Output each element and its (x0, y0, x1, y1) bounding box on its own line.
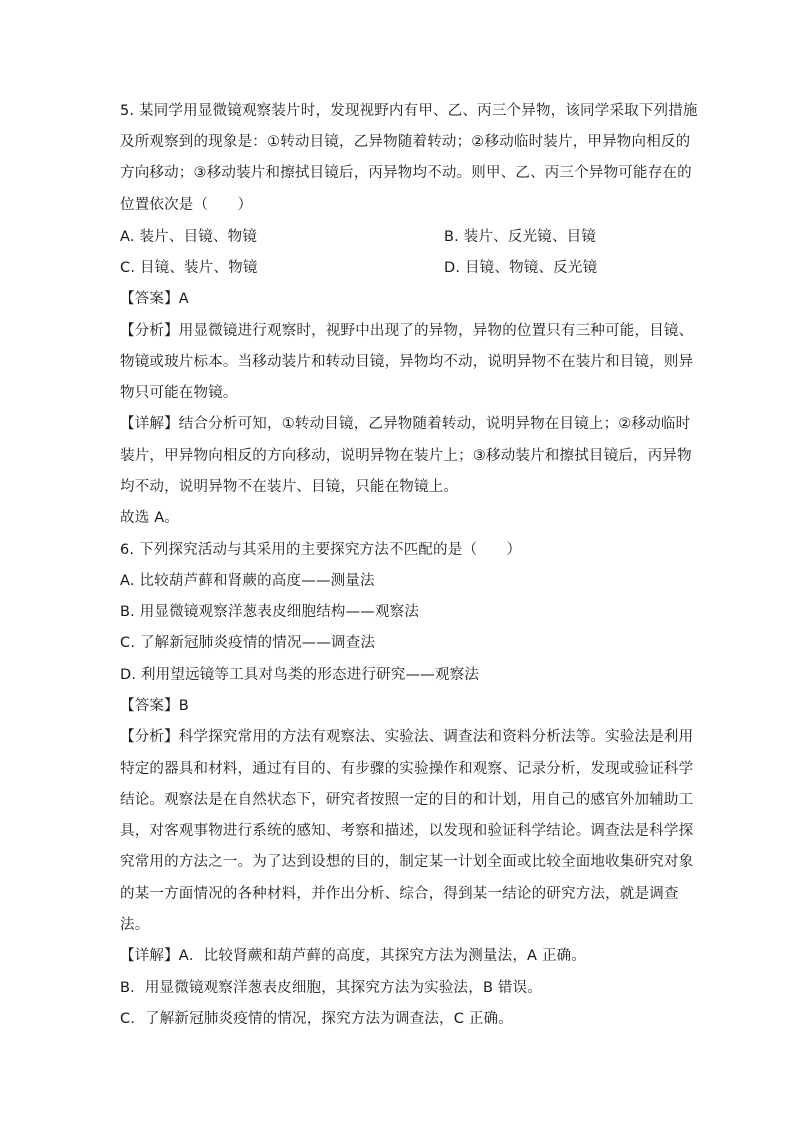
q6-detail-line-2: B．用显微镜观察洋葱表皮细胞，其探究方法为实验法，B 错误。 (120, 980, 543, 996)
q5-analysis-line-2: 物镜或玻片标本。当移动装片和转动目镜，异物均不动，说明异物不在装片和目镜，则异 (120, 354, 694, 370)
q6-detail-line-1: 【详解】A．比较肾蕨和葫芦藓的高度，其探究方法为测量法，A 正确。 (120, 948, 587, 964)
q5-answer: 【答案】A (120, 291, 189, 307)
q5-stem-line-3: 方向移动；③移动装片和擦拭目镜后，丙异物均不动。则甲、乙、丙三个异物可能存在的 (120, 165, 692, 181)
q6-stem: 6. 下列探究活动与其采用的主要探究方法不匹配的是（ ） (120, 542, 522, 558)
q5-detail-line-2: 装片，甲异物向相反的方向移动，说明异物在装片上；③移动装片和擦拭目镜后，丙异物 (120, 448, 692, 464)
q6-option-c: C. 了解新冠肺炎疫情的情况——调查法 (120, 635, 376, 651)
q6-analysis-line-2: 特定的器具和材料，通过有目的、有步骤的实验操作和观察、记录分析，发现或验证科学 (120, 761, 694, 777)
q5-stem-line-1: 5. 某同学用显微镜观察装片时，发现视野内有甲、乙、丙三个异物，该同学采取下列措施 (120, 103, 698, 119)
q6-analysis-line-7: 法。 (120, 917, 150, 933)
q5-stem-line-4: 位置依次是（ ） (120, 197, 253, 213)
q5-option-c: C. 目镜、装片、物镜 (120, 260, 258, 276)
q5-option-d: D. 目镜、物镜、反光镜 (444, 260, 598, 276)
q6-analysis-line-3: 结论。观察法是在自然状态下，研究者按照一定的目的和计划，用自己的感官外加辅助工 (120, 792, 694, 808)
q5-option-b: B. 装片、反光镜、目镜 (444, 229, 597, 245)
q6-option-b: B. 用显微镜观察洋葱表皮细胞结构——观察法 (120, 604, 420, 620)
q6-option-a: A. 比较葫芦藓和肾蕨的高度——测量法 (120, 573, 375, 589)
q5-option-a: A. 装片、目镜、物镜 (120, 229, 258, 245)
q5-detail-line-1: 【详解】结合分析可知，①转动目镜，乙异物随着转动，说明异物在目镜上；②移动临时 (120, 416, 691, 432)
q5-analysis-line-1: 【分析】用显微镜进行观察时，视野中出现了的异物，异物的位置只有三种可能，目镜、 (120, 323, 694, 339)
q6-detail-line-3: C．了解新冠肺炎疫情的情况，探究方法为调查法，C 正确。 (120, 1011, 513, 1027)
q6-analysis-line-5: 究常用的方法之一。为了达到设想的目的，制定某一计划全面或比较全面地收集研究对象 (120, 854, 694, 870)
q6-analysis-line-1: 【分析】科学探究常用的方法有观察法、实验法、调查法和资料分析法等。实验法是利用 (120, 729, 694, 745)
q6-analysis-line-4: 具，对客观事物进行系统的感知、考察和描述，以发现和验证科学结论。调查法是科学探 (120, 823, 694, 839)
q5-detail-line-3: 均不动，说明异物不在装片、目镜，只能在物镜上。 (120, 479, 459, 495)
q5-analysis-line-3: 物只可能在物镜。 (120, 385, 238, 401)
q5-stem-line-2: 及所观察到的现象是：①转动目镜，乙异物随着转动；②移动临时装片，甲异物向相反的 (120, 134, 691, 150)
q6-analysis-line-6: 的某一方面情况的各种材料，并作出分析、综合，得到某一结论的研究方法，就是调查 (120, 886, 679, 902)
q5-conclusion: 故选 A。 (120, 510, 180, 526)
q6-option-d: D. 利用望远镜等工具对鸟类的形态进行研究——观察法 (120, 667, 480, 683)
q6-answer: 【答案】B (120, 698, 189, 714)
